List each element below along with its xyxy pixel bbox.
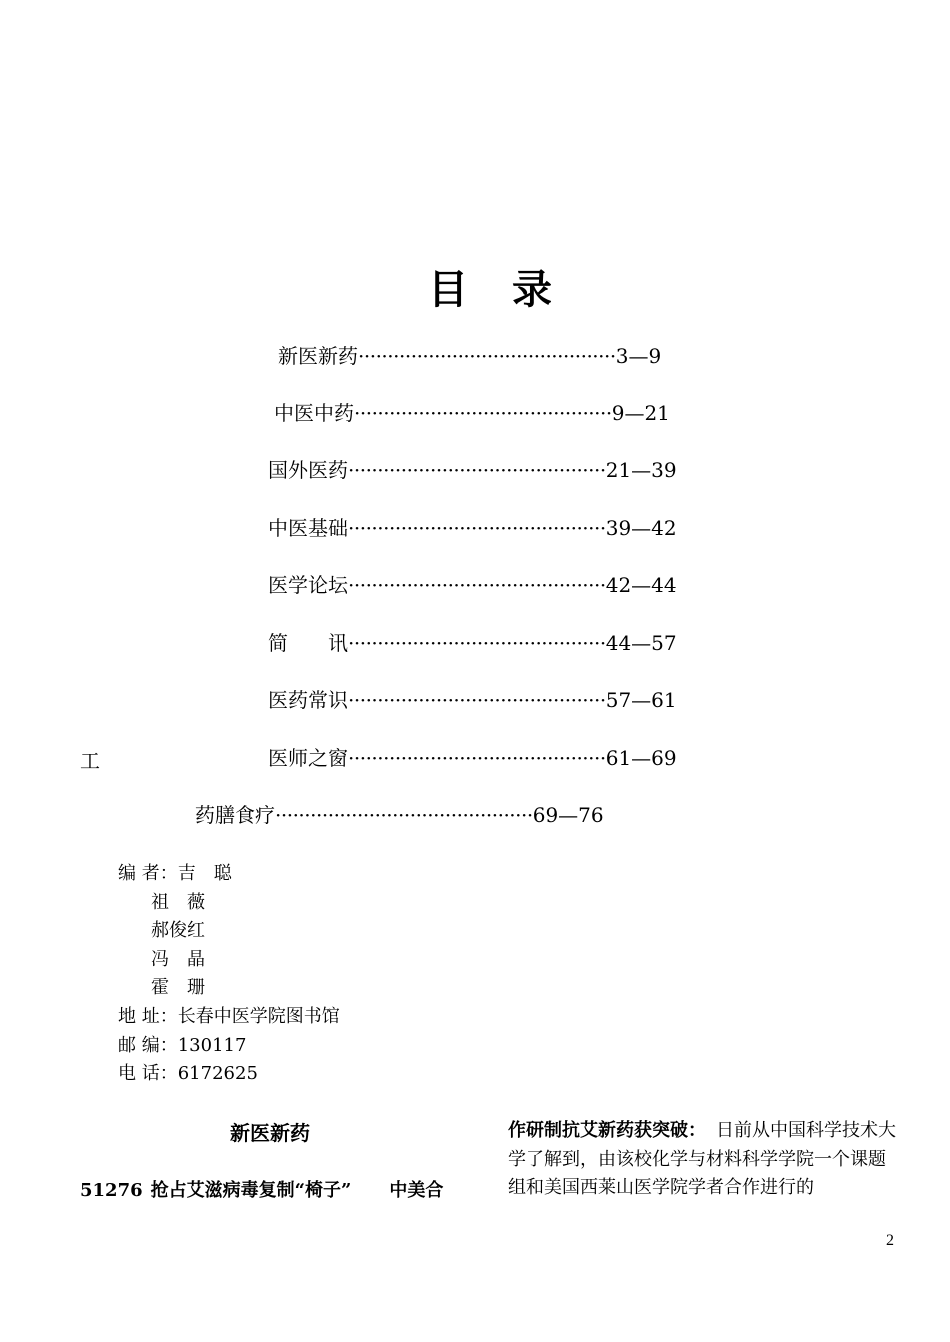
toc-entry: [268, 456, 677, 484]
section-heading: 新医新药: [230, 1121, 310, 1145]
editors-line: [118, 860, 340, 889]
article-title: [80, 1176, 443, 1202]
toc-leader: ············································: [348, 458, 606, 482]
toc-entry: [268, 686, 677, 714]
toc-leader: ············································: [358, 344, 616, 368]
stray-character: 工: [80, 749, 100, 773]
toc-label: 药膳食疗: [195, 803, 275, 827]
address-line: [118, 1003, 340, 1032]
postcode-value: 130117: [177, 1034, 247, 1056]
article-title-tail: 中美合: [389, 1180, 444, 1201]
toc-leader: ············································: [348, 746, 606, 770]
article-body-text: 日前从中国科学技术大学了解到，由该校化学与材料科学学院一个课题组和美国西莱山医学院学者合作进行的: [508, 1120, 896, 1198]
toc-entry: [274, 399, 670, 427]
toc-pages: 61—69: [605, 746, 677, 770]
toc-leader: ············································: [275, 803, 533, 827]
toc-pages: 3—9: [615, 344, 662, 368]
phone-label: 电 话：: [118, 1063, 178, 1085]
toc-leader: ············································: [348, 688, 606, 712]
toc-pages: 69—76: [532, 803, 604, 827]
article-body: [508, 1117, 900, 1203]
toc-entry: [268, 629, 677, 657]
toc-entry: [268, 514, 677, 542]
toc-label: 简 讯: [268, 631, 348, 655]
toc-pages: 57—61: [605, 688, 677, 712]
editor-name: 郝俊红: [151, 920, 205, 942]
toc-pages: 21—39: [605, 458, 677, 482]
toc-entry: [278, 342, 661, 370]
toc-label: 中医基础: [268, 516, 348, 540]
address-value: 长春中医学院图书馆: [177, 1005, 340, 1027]
article-title-text: 抢占艾滋病毒复制“椅子”: [150, 1180, 352, 1201]
toc-entry: [268, 744, 677, 772]
page-number: 2: [886, 1232, 894, 1249]
address-label: 地 址：: [118, 1005, 178, 1027]
postcode-label: 邮 编：: [118, 1034, 178, 1056]
toc-leader: ············································: [348, 573, 606, 597]
page-title: 目 录: [428, 266, 554, 313]
toc-label: 中医中药: [274, 401, 354, 425]
toc-label: 国外医药: [268, 458, 348, 482]
article-title-continued: 作研制抗艾新药获突破：: [508, 1120, 706, 1141]
toc-pages: 39—42: [605, 516, 677, 540]
editor-name: 吉 聪: [177, 863, 232, 884]
editor-name: 祖 薇: [151, 891, 205, 913]
toc-label: 新医新药: [278, 344, 358, 368]
publication-info: [118, 860, 340, 1089]
toc-pages: 9—21: [611, 401, 670, 425]
phone-value: 6172625: [177, 1063, 258, 1085]
toc-entry: [268, 571, 677, 599]
toc-label: 医药常识: [268, 688, 348, 712]
toc-entry: [195, 801, 604, 829]
editors-label: 编 者：: [118, 863, 178, 884]
toc-pages: 44—57: [605, 631, 677, 655]
phone-line: [118, 1060, 340, 1089]
toc-leader: ············································: [354, 401, 612, 425]
toc-label: 医师之窗: [268, 746, 348, 770]
postcode-line: [118, 1032, 340, 1061]
toc-leader: ············································: [348, 631, 606, 655]
article-number: 51276: [80, 1180, 143, 1201]
toc-leader: ············································: [348, 516, 606, 540]
editor-name: 霍 珊: [151, 977, 205, 999]
editor-name: 冯 晶: [151, 948, 205, 970]
toc-pages: 42—44: [605, 573, 677, 597]
toc-label: 医学论坛: [268, 573, 348, 597]
